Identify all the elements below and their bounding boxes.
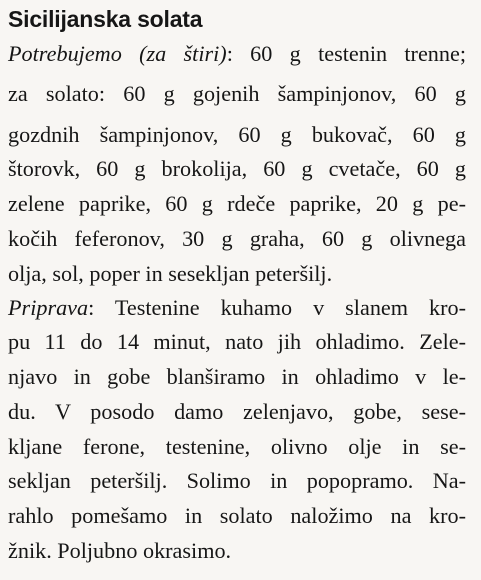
text-line-8: Priprava: Testenine kuhamo v slanem kro- <box>8 295 466 320</box>
text-line-3: gozdnih šampinjonov, 60 g bukovač, 60 g <box>8 122 466 147</box>
ingredients-label: Potrebujemo (za štiri) <box>8 41 227 66</box>
text-line-5: zelene paprike, 60 g rdeče paprike, 20 g pe- <box>8 191 466 216</box>
preparation-label: Priprava <box>8 295 89 320</box>
text-line-2: za solato: 60 g gojenih šampinjonov, 60 g <box>8 81 466 106</box>
text-line-12: kljane ferone, testenine, olivno olje in se- <box>8 434 466 459</box>
text-line-11: du. V posodo damo zelenjavo, gobe, sese- <box>8 399 466 424</box>
text-line-15: žnik. Poljubno okrasimo. <box>8 538 232 563</box>
recipe-title: Sicilijanska solata <box>8 6 203 32</box>
text-line-9: pu 11 do 14 minut, nato jih ohladimo. Zele- <box>8 329 466 354</box>
text-line-6: kočih feferonov, 30 g graha, 60 g olivnega <box>8 226 466 251</box>
text-line-7: olja, sol, poper in sesekljan peteršilj. <box>8 261 333 286</box>
text-line-14: rahlo pomešamo in solato naložimo na kro- <box>8 503 466 528</box>
text-line-10: njavo in gobe blanširamo in ohladimo v le- <box>8 364 466 389</box>
text-line-4: štorovk, 60 g brokolija, 60 g cvetače, 60 g <box>8 156 466 181</box>
text-line-13: sekljan peteršilj. Solimo in popopramo. Na- <box>8 468 466 493</box>
text-line-1: Potrebujemo (za štiri): 60 g testenin trenne; <box>8 41 466 66</box>
